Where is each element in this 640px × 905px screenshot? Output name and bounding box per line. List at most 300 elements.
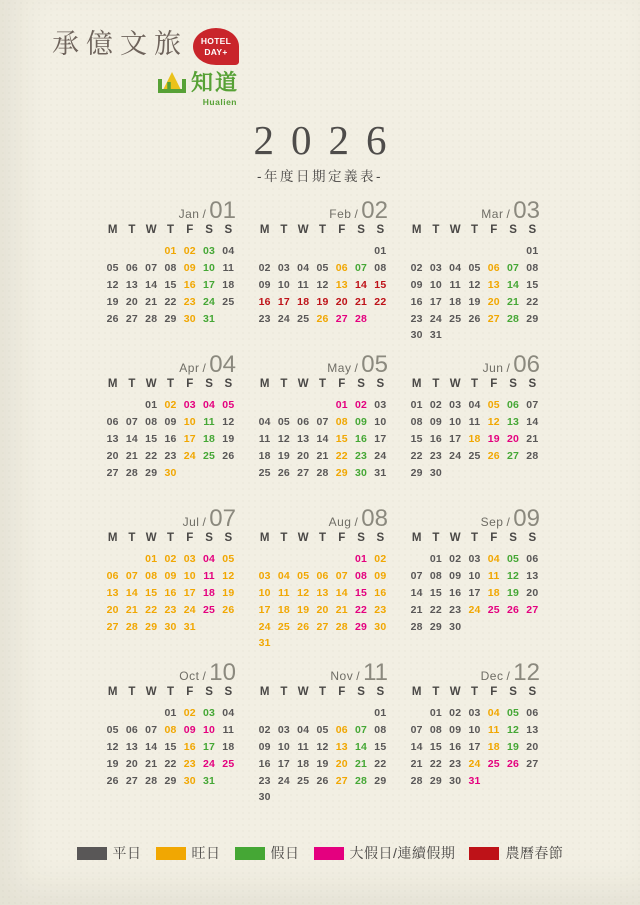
weekday-row <box>407 532 542 551</box>
date-09-30: 30 <box>449 620 462 633</box>
weekday-header: S <box>224 224 233 236</box>
month-jun <box>407 351 542 505</box>
weekday-header: T <box>432 378 440 390</box>
date-03-29: 29 <box>526 312 539 325</box>
legend-item <box>314 843 456 863</box>
month-title-mar <box>407 197 542 224</box>
weekday-header: T <box>166 378 174 390</box>
empty-cell <box>274 397 293 414</box>
weekday-header: S <box>224 532 233 544</box>
empty-cell <box>446 243 465 260</box>
title-block <box>0 116 640 185</box>
date-08-06: 06 <box>316 569 329 582</box>
month-title-oct <box>103 659 238 686</box>
date-12-10: 10 <box>468 723 481 736</box>
date-03-17: 17 <box>429 295 442 308</box>
date-08-04: 04 <box>277 569 290 582</box>
month-name: Jan <box>178 207 200 221</box>
month-number: 05 <box>361 351 388 378</box>
date-11-07: 07 <box>355 723 368 736</box>
date-03-23: 23 <box>410 312 423 325</box>
date-04-01: 01 <box>145 399 158 411</box>
date-07-20: 20 <box>106 603 119 616</box>
date-02-12: 12 <box>316 278 329 291</box>
month-name: Apr <box>179 361 200 375</box>
month-title-sep <box>407 505 542 532</box>
date-02-09: 09 <box>258 278 271 291</box>
legend-swatch <box>235 847 265 860</box>
date-10-11: 11 <box>222 723 235 736</box>
weekday-header: S <box>528 378 537 390</box>
weekday-header: S <box>205 532 213 544</box>
date-12-02: 02 <box>449 707 462 719</box>
weekday-header: T <box>318 378 326 390</box>
date-12-14: 14 <box>410 740 423 753</box>
weekday-header: S <box>376 686 385 698</box>
weekday-header: M <box>259 686 270 698</box>
badge-line1: HOTEL <box>200 36 232 47</box>
date-05-11: 11 <box>258 432 271 445</box>
empty-cell <box>407 705 426 722</box>
date-12-27: 27 <box>526 757 539 770</box>
date-05-19: 19 <box>277 449 290 462</box>
empty-cell <box>142 705 161 722</box>
brand-name: 承億文旅 <box>52 29 188 59</box>
date-11-18: 18 <box>297 757 310 770</box>
date-03-18: 18 <box>449 295 462 308</box>
weekday-header: S <box>528 224 537 236</box>
month-separator: / <box>506 361 511 375</box>
weekday-header: S <box>509 378 517 390</box>
date-01-13: 13 <box>125 278 138 291</box>
weekday-header: T <box>128 224 136 236</box>
date-06-11: 11 <box>468 415 481 428</box>
date-03-11: 11 <box>449 278 461 291</box>
date-12-05: 05 <box>507 707 520 719</box>
month-nov <box>255 659 390 813</box>
date-01-26: 26 <box>106 312 119 325</box>
month-separator: / <box>354 515 359 529</box>
date-01-20: 20 <box>125 295 138 308</box>
date-06-17: 17 <box>449 432 462 445</box>
date-05-24: 24 <box>374 449 387 462</box>
date-07-25: 25 <box>203 603 216 616</box>
date-04-10: 10 <box>183 415 196 428</box>
days-grid <box>407 705 542 789</box>
date-08-22: 22 <box>355 603 368 616</box>
date-02-16: 16 <box>258 295 271 308</box>
date-05-07: 07 <box>316 415 329 428</box>
weekday-header: W <box>145 378 157 390</box>
weekday-header: S <box>528 532 537 544</box>
date-10-21: 21 <box>145 757 158 770</box>
weekday-header: M <box>107 686 118 698</box>
empty-cell <box>407 551 426 568</box>
legend-label: 大假日/連續假期 <box>349 845 456 861</box>
empty-cell <box>294 551 313 568</box>
date-02-26: 26 <box>316 312 329 325</box>
date-05-10: 10 <box>374 415 387 428</box>
date-07-04: 04 <box>203 553 216 565</box>
weekday-header: T <box>280 224 288 236</box>
date-11-08: 08 <box>374 723 387 736</box>
date-02-13: 13 <box>335 278 348 291</box>
weekday-header: S <box>205 224 213 236</box>
date-12-04: 04 <box>487 707 500 719</box>
weekday-header: S <box>376 378 385 390</box>
legend-swatch <box>314 847 344 860</box>
date-08-19: 19 <box>297 603 310 616</box>
date-08-28: 28 <box>335 620 348 633</box>
date-04-18: 18 <box>203 432 216 445</box>
date-09-18: 18 <box>487 586 500 599</box>
date-11-25: 25 <box>297 774 310 787</box>
date-05-26: 26 <box>277 466 290 479</box>
date-04-16: 16 <box>164 432 177 445</box>
date-07-09: 09 <box>164 569 177 582</box>
days-grid <box>407 397 542 481</box>
month-number: 12 <box>513 659 540 686</box>
date-07-27: 27 <box>106 620 119 633</box>
weekday-header: T <box>128 532 136 544</box>
date-11-28: 28 <box>355 774 368 787</box>
month-separator: / <box>202 515 207 529</box>
date-08-15: 15 <box>355 586 368 599</box>
date-10-10: 10 <box>203 723 216 736</box>
weekday-header: S <box>205 378 213 390</box>
date-05-13: 13 <box>297 432 310 445</box>
weekday-row <box>103 224 238 243</box>
weekday-header: S <box>528 686 537 698</box>
date-11-01: 01 <box>374 707 387 719</box>
date-10-24: 24 <box>203 757 216 770</box>
date-01-04: 04 <box>222 245 235 257</box>
date-01-02: 02 <box>183 245 196 257</box>
empty-cell <box>503 243 522 260</box>
legend-swatch <box>77 847 107 860</box>
date-09-25: 25 <box>487 603 500 616</box>
month-separator: / <box>506 515 511 529</box>
date-06-02: 02 <box>429 399 442 411</box>
date-10-08: 08 <box>164 723 177 736</box>
month-oct <box>103 659 238 813</box>
date-04-13: 13 <box>106 432 119 445</box>
date-10-12: 12 <box>106 740 119 753</box>
date-09-23: 23 <box>449 603 462 616</box>
date-10-05: 05 <box>106 723 119 736</box>
date-01-31: 31 <box>203 312 216 325</box>
empty-cell <box>332 243 351 260</box>
date-12-01: 01 <box>429 707 442 719</box>
weekday-header: M <box>259 378 270 390</box>
date-08-23: 23 <box>374 603 387 616</box>
date-11-06: 06 <box>335 723 348 736</box>
weekday-header: M <box>411 532 422 544</box>
date-02-19: 19 <box>316 295 329 308</box>
weekday-header: S <box>376 224 385 236</box>
date-02-06: 06 <box>335 261 348 274</box>
date-01-05: 05 <box>106 261 119 274</box>
date-01-28: 28 <box>145 312 158 325</box>
days-grid <box>103 705 238 789</box>
date-04-09: 09 <box>164 415 177 428</box>
date-07-18: 18 <box>203 586 216 599</box>
badge-line2: DAY+ <box>204 46 228 57</box>
date-04-14: 14 <box>125 432 138 445</box>
date-08-27: 27 <box>316 620 329 633</box>
date-01-17: 17 <box>203 278 216 291</box>
months-grid <box>103 197 542 813</box>
date-06-15: 15 <box>410 432 423 445</box>
date-02-03: 03 <box>277 261 290 274</box>
date-12-18: 18 <box>487 740 500 753</box>
empty-cell <box>103 551 122 568</box>
date-02-08: 08 <box>374 261 387 274</box>
date-01-12: 12 <box>106 278 119 291</box>
date-10-02: 02 <box>183 707 196 719</box>
weekday-row <box>407 686 542 705</box>
date-02-18: 18 <box>297 295 310 308</box>
date-06-18: 18 <box>468 432 481 445</box>
date-08-31: 31 <box>258 637 271 650</box>
date-02-10: 10 <box>277 278 290 291</box>
date-07-15: 15 <box>145 586 158 599</box>
date-06-04: 04 <box>468 399 481 411</box>
date-01-08: 08 <box>164 261 177 274</box>
date-09-04: 04 <box>487 553 500 565</box>
weekday-header: W <box>297 532 309 544</box>
date-11-09: 09 <box>258 740 271 753</box>
date-02-22: 22 <box>374 295 387 308</box>
month-number: 06 <box>513 351 540 378</box>
date-12-21: 21 <box>410 757 423 770</box>
date-11-03: 03 <box>277 723 290 736</box>
date-05-28: 28 <box>316 466 329 479</box>
date-10-31: 31 <box>203 774 216 787</box>
legend-label: 假日 <box>270 845 300 861</box>
date-05-03: 03 <box>374 399 387 411</box>
date-03-19: 19 <box>468 295 481 308</box>
month-aug <box>255 505 390 659</box>
date-05-29: 29 <box>335 466 348 479</box>
date-11-29: 29 <box>374 774 387 787</box>
date-08-16: 16 <box>374 586 387 599</box>
weekday-header: T <box>166 224 174 236</box>
date-10-03: 03 <box>203 707 216 719</box>
date-06-05: 05 <box>487 399 500 411</box>
month-apr <box>103 351 238 505</box>
weekday-header: S <box>357 532 365 544</box>
date-10-27: 27 <box>125 774 138 787</box>
date-10-22: 22 <box>164 757 177 770</box>
date-03-01: 01 <box>526 245 539 257</box>
date-10-14: 14 <box>145 740 158 753</box>
weekday-header: F <box>186 224 194 236</box>
weekday-header: W <box>145 686 157 698</box>
weekday-row <box>103 378 238 397</box>
date-12-30: 30 <box>449 774 462 787</box>
date-05-25: 25 <box>258 466 271 479</box>
date-08-26: 26 <box>297 620 310 633</box>
weekday-header: S <box>509 532 517 544</box>
weekday-header: F <box>186 686 194 698</box>
date-03-09: 09 <box>410 278 423 291</box>
date-10-28: 28 <box>145 774 158 787</box>
weekday-header: F <box>490 532 498 544</box>
date-03-28: 28 <box>507 312 520 325</box>
date-11-02: 02 <box>258 723 271 736</box>
date-03-21: 21 <box>507 295 520 308</box>
empty-cell <box>122 705 141 722</box>
month-title-may <box>255 351 390 378</box>
date-08-29: 29 <box>355 620 368 633</box>
month-title-apr <box>103 351 238 378</box>
date-09-13: 13 <box>526 569 539 582</box>
date-08-12: 12 <box>297 586 310 599</box>
date-10-06: 06 <box>125 723 138 736</box>
date-04-27: 27 <box>106 466 119 479</box>
weekday-header: S <box>205 686 213 698</box>
weekday-header: T <box>128 686 136 698</box>
date-11-27: 27 <box>335 774 348 787</box>
date-10-20: 20 <box>125 757 138 770</box>
legend-label: 旺日 <box>191 845 221 861</box>
weekday-header: M <box>411 224 422 236</box>
weekday-header: F <box>338 378 346 390</box>
date-03-27: 27 <box>487 312 500 325</box>
month-title-jul <box>103 505 238 532</box>
date-08-08: 08 <box>355 569 368 582</box>
date-11-13: 13 <box>335 740 348 753</box>
date-12-11: 11 <box>488 723 500 736</box>
year-title: 2026 <box>253 117 404 163</box>
date-04-24: 24 <box>183 449 196 462</box>
date-12-31: 31 <box>468 774 481 787</box>
weekday-header: W <box>145 224 157 236</box>
empty-cell <box>122 551 141 568</box>
month-number: 02 <box>361 197 388 224</box>
weekday-header: S <box>357 224 365 236</box>
date-05-01: 01 <box>335 399 348 411</box>
date-01-14: 14 <box>145 278 158 291</box>
month-feb <box>255 197 390 351</box>
date-07-02: 02 <box>164 553 177 565</box>
month-name: Mar <box>481 207 504 221</box>
date-09-27: 27 <box>526 603 539 616</box>
date-11-22: 22 <box>374 757 387 770</box>
empty-cell <box>332 705 351 722</box>
date-10-04: 04 <box>222 707 235 719</box>
date-12-17: 17 <box>468 740 481 753</box>
month-name: Jun <box>482 361 504 375</box>
date-08-18: 18 <box>277 603 290 616</box>
weekday-header: T <box>470 686 478 698</box>
empty-cell <box>255 243 274 260</box>
weekday-row <box>407 378 542 397</box>
date-10-15: 15 <box>164 740 177 753</box>
month-sep <box>407 505 542 659</box>
date-08-20: 20 <box>316 603 329 616</box>
date-11-26: 26 <box>316 774 329 787</box>
date-07-31: 31 <box>183 620 196 633</box>
month-dec <box>407 659 542 813</box>
date-06-29: 29 <box>410 466 423 479</box>
date-06-20: 20 <box>507 432 520 445</box>
date-03-15: 15 <box>526 278 539 291</box>
date-07-26: 26 <box>222 603 235 616</box>
date-06-10: 10 <box>449 415 462 428</box>
month-title-jun <box>407 351 542 378</box>
date-03-10: 10 <box>429 278 442 291</box>
weekday-header: F <box>490 224 498 236</box>
date-02-05: 05 <box>316 261 329 274</box>
date-06-13: 13 <box>507 415 520 428</box>
date-09-16: 16 <box>449 586 462 599</box>
date-09-15: 15 <box>429 586 442 599</box>
weekday-header: S <box>224 686 233 698</box>
date-08-17: 17 <box>258 603 271 616</box>
sub-brand-name: 知道 <box>190 70 239 95</box>
date-08-03: 03 <box>258 569 271 582</box>
month-title-jan <box>103 197 238 224</box>
empty-cell <box>484 243 503 260</box>
days-grid <box>255 705 390 806</box>
weekday-header: M <box>411 686 422 698</box>
date-12-13: 13 <box>526 723 539 736</box>
date-02-20: 20 <box>335 295 348 308</box>
empty-cell <box>103 397 122 414</box>
days-grid <box>407 551 542 635</box>
weekday-header: W <box>449 224 461 236</box>
date-03-13: 13 <box>487 278 500 291</box>
empty-cell <box>122 397 141 414</box>
date-06-28: 28 <box>526 449 539 462</box>
weekday-header: M <box>411 378 422 390</box>
month-separator: / <box>356 669 361 683</box>
weekday-header: T <box>470 532 478 544</box>
month-name: Jul <box>182 515 200 529</box>
date-10-30: 30 <box>183 774 196 787</box>
weekday-header: T <box>318 532 326 544</box>
weekday-header: M <box>107 532 118 544</box>
month-may <box>255 351 390 505</box>
empty-cell <box>142 243 161 260</box>
month-separator: / <box>202 207 207 221</box>
month-title-aug <box>255 505 390 532</box>
empty-cell <box>274 243 293 260</box>
date-03-24: 24 <box>429 312 442 325</box>
date-01-10: 10 <box>203 261 216 274</box>
date-10-18: 18 <box>222 740 235 753</box>
date-08-25: 25 <box>277 620 290 633</box>
date-04-03: 03 <box>183 399 196 411</box>
date-07-29: 29 <box>145 620 158 633</box>
date-01-01: 01 <box>164 245 177 257</box>
hotel-day-badge <box>193 28 239 65</box>
date-03-05: 05 <box>468 261 481 274</box>
legend-label: 農曆春節 <box>505 845 564 861</box>
date-03-16: 16 <box>410 295 423 308</box>
empty-cell <box>255 551 274 568</box>
weekday-row <box>255 224 390 243</box>
date-02-11: 11 <box>297 278 309 291</box>
date-04-02: 02 <box>164 399 177 411</box>
date-01-23: 23 <box>183 295 196 308</box>
legend-swatch <box>469 847 499 860</box>
date-09-01: 01 <box>429 553 442 565</box>
date-02-24: 24 <box>277 312 290 325</box>
legend-label: 平日 <box>112 845 142 861</box>
